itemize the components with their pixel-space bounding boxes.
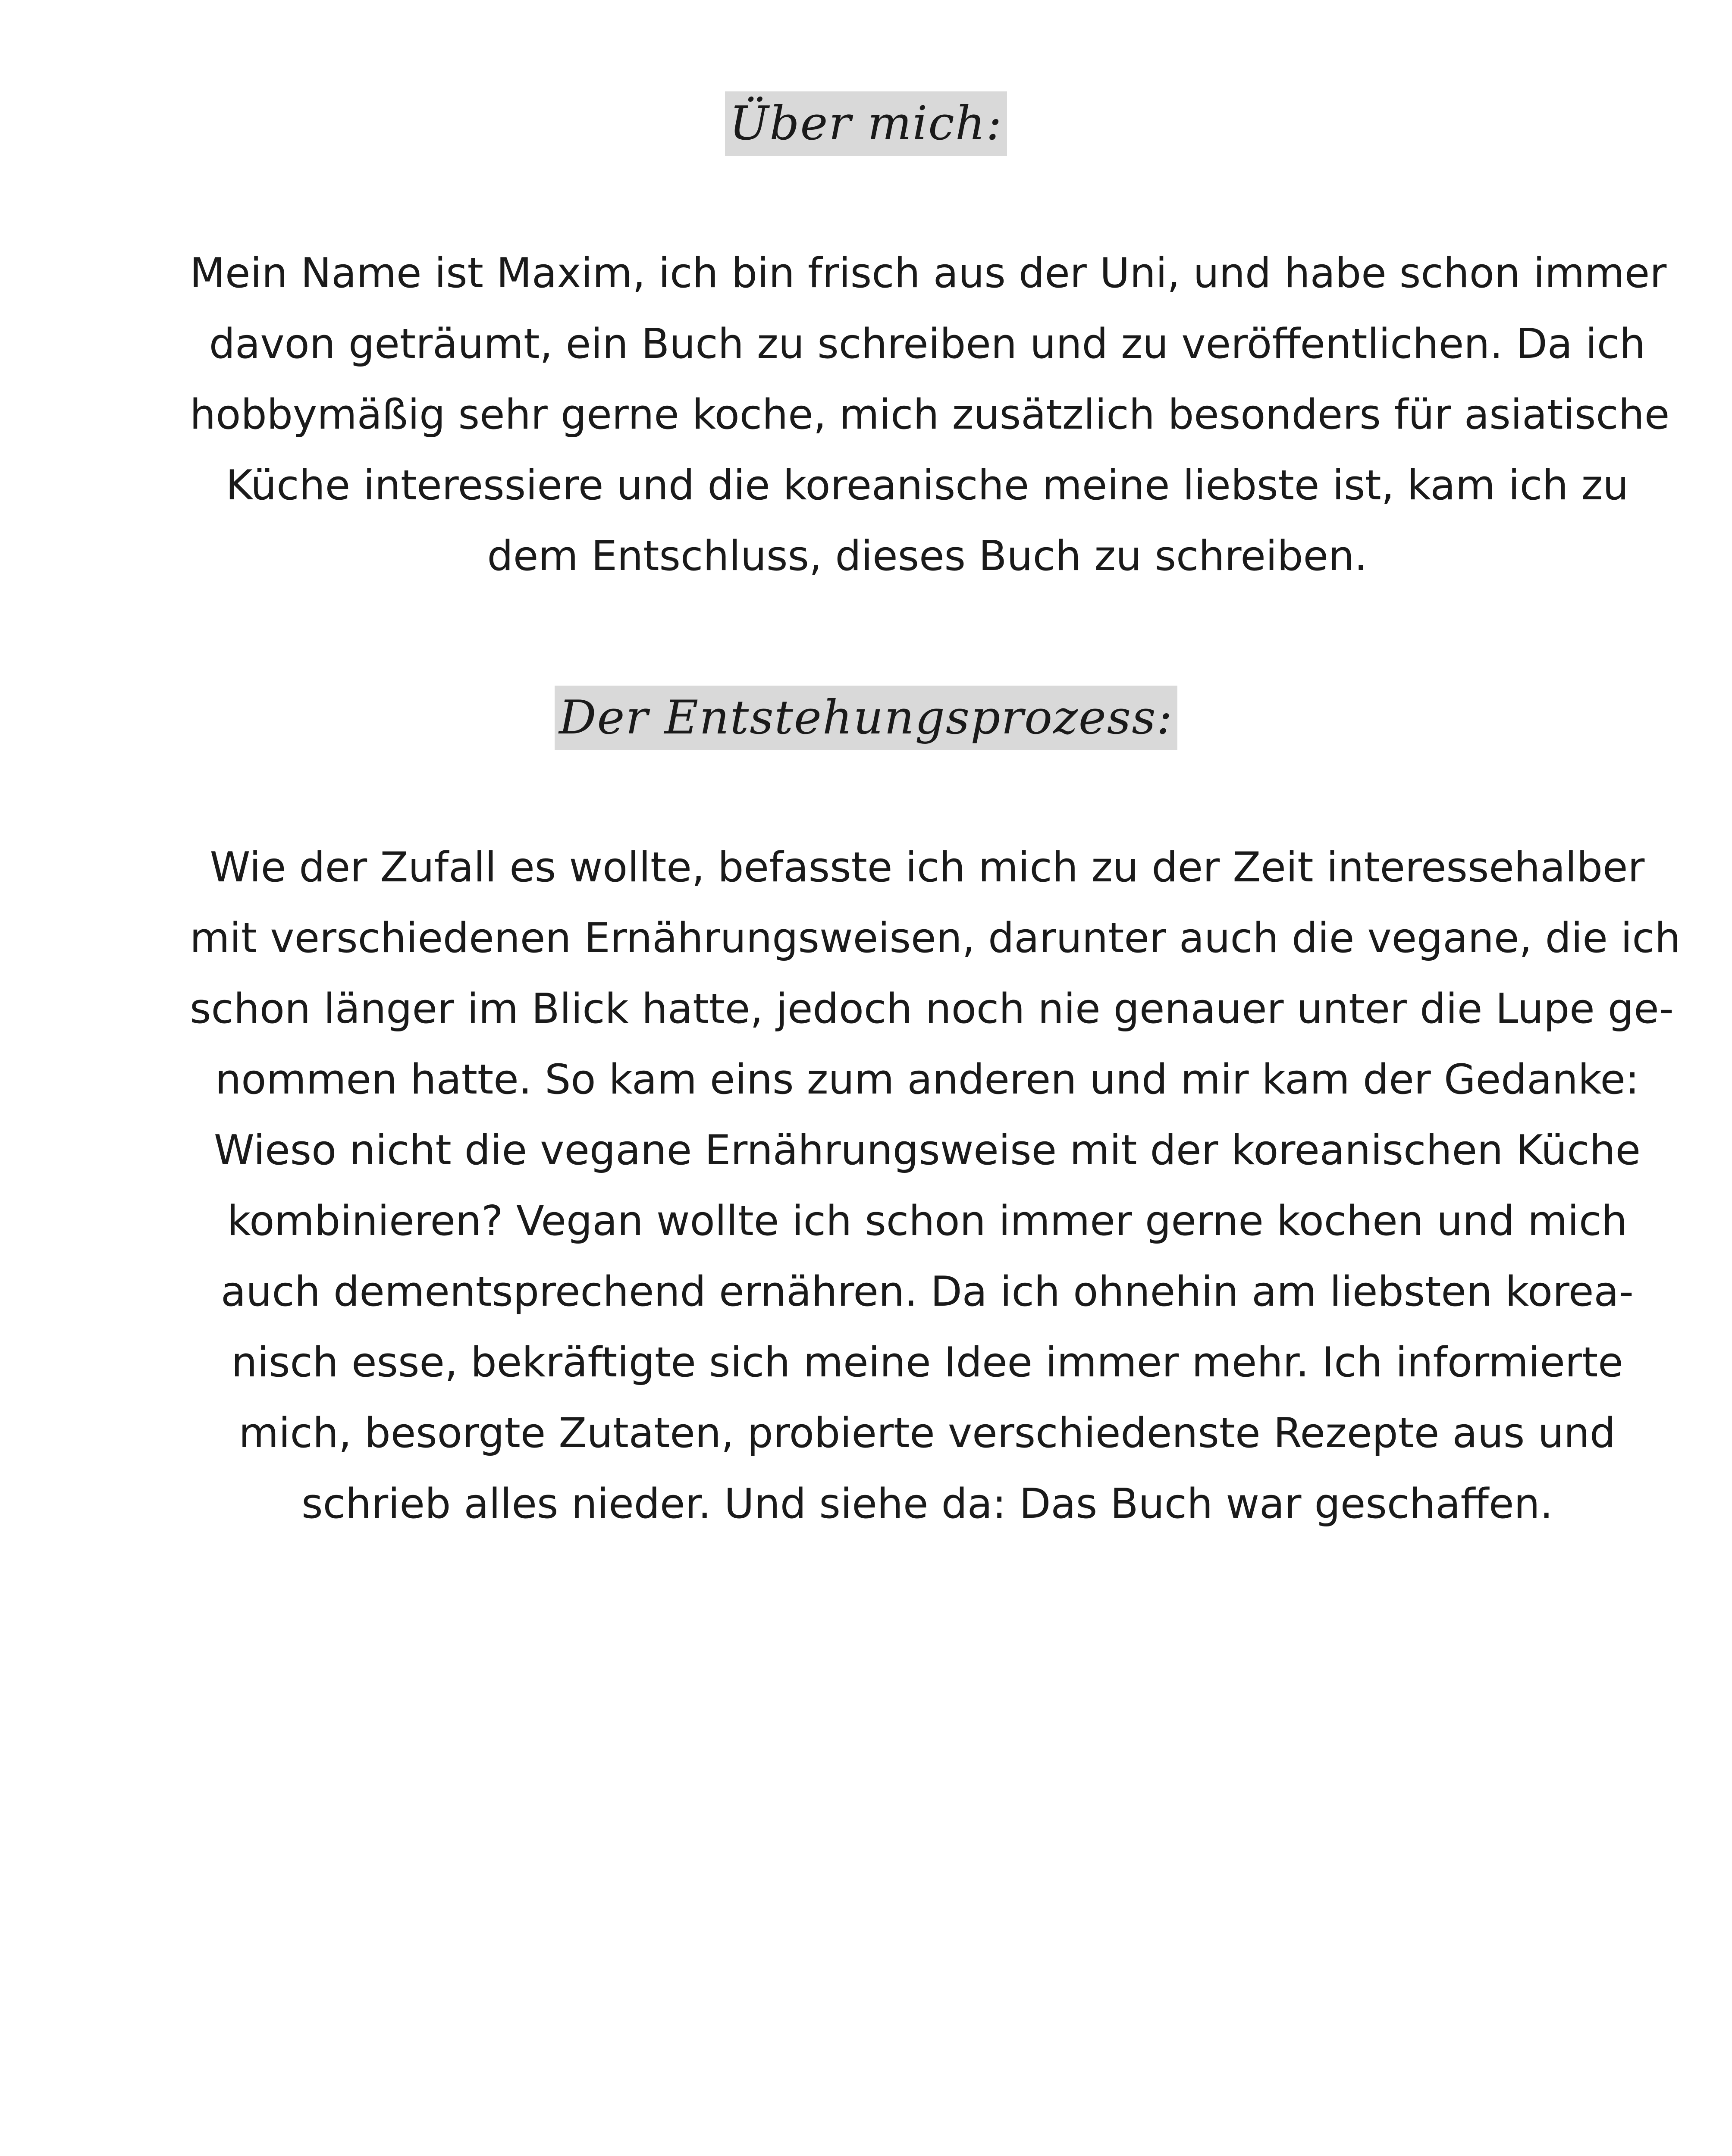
paragraph-line: davon geträumt, ein Buch zu schreiben und zu veröffentlichen. Da ich <box>209 320 1646 368</box>
section-heading-creation-process: Der Entstehungsprozess: <box>555 686 1177 750</box>
paragraph-line: nommen hatte. So kam eins zum anderen und mir kam der Gedanke: <box>215 1056 1639 1103</box>
section-heading-wrapper <box>0 91 1732 156</box>
paragraph-line: schrieb alles nieder. Und siehe da: Das Buch war geschaffen. <box>301 1480 1553 1528</box>
paragraph-line: auch dementsprechend ernähren. Da ich ohnehin am liebsten korea- <box>221 1268 1634 1316</box>
paragraph-line: mich, besorgte Zutaten, probierte verschiedenste Rezepte aus und <box>238 1410 1616 1457</box>
paragraph-line: hobbymäßig sehr gerne koche, mich zusätzlich besonders für asiatische <box>190 391 1670 439</box>
paragraph-line: Küche interessiere und die koreanische meine liebste ist, kam ich zu <box>226 462 1629 509</box>
paragraph-line: dem Entschluss, dieses Buch zu schreiben. <box>487 533 1368 580</box>
paragraph-about-me <box>190 238 1670 592</box>
paragraph-line: Wieso nicht die vegane Ernährungsweise mit der koreanischen Küche <box>213 1127 1641 1174</box>
paragraph-line: nisch esse, bekräftigte sich meine Idee immer mehr. Ich informierte <box>231 1339 1623 1386</box>
paragraph-line: Mein Name ist Maxim, ich bin frisch aus der Uni, und habe schon immer <box>190 250 1667 297</box>
paragraph-line: mit verschiedenen Ernährungsweisen, darunter auch die vegane, die ich <box>190 915 1681 962</box>
paragraph-line: Wie der Zufall es wollte, befasste ich mich zu der Zeit interessehalber <box>210 844 1645 891</box>
section-heading-wrapper <box>0 686 1732 750</box>
paragraph-line: schon länger im Blick hatte, jedoch noch nie genauer unter die Lupe ge- <box>190 985 1674 1033</box>
paragraph-line: kombinieren? Vegan wollte ich schon immer gerne kochen und mich <box>227 1197 1628 1245</box>
section-heading-about-me: Über mich: <box>725 91 1007 156</box>
paragraph-creation-process <box>190 832 1681 1539</box>
